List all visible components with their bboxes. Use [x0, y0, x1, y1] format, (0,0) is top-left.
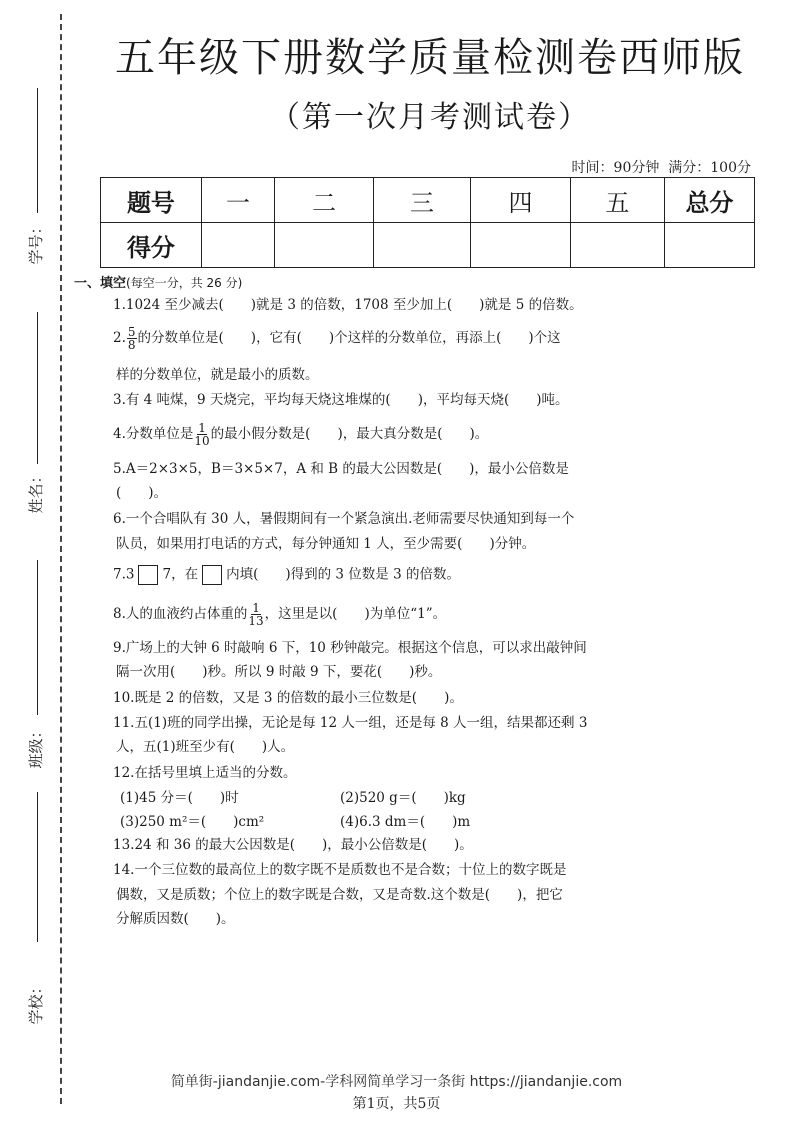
table-cell: 四	[471, 178, 571, 223]
score-table	[100, 177, 755, 268]
table-cell: 二	[275, 178, 374, 223]
score-table-header-row	[101, 178, 755, 223]
page-title: 五年级下册数学质量检测卷西师版	[115, 35, 745, 81]
page-subtitle: （第一次月考测试卷）	[270, 100, 590, 135]
question-text: 内填( )得到的 3 位数是 3 的倍数。	[226, 566, 460, 583]
question-text: 7.3	[113, 566, 135, 583]
question-7	[113, 565, 460, 585]
question-5-cont: ( )。	[116, 485, 168, 501]
table-cell: 题号	[101, 178, 202, 223]
question-text: 的最小假分数是( )，最大真分数是( )。	[210, 426, 489, 442]
full-score-label: 满分：100分	[668, 160, 751, 176]
question-2-cont: 样的分数单位，就是最小的质数。	[116, 367, 319, 383]
question-6: 6.一个合唱队有 30 人，暑假期间有一个紧急演出.老师需要尽快通知到每一个	[113, 511, 575, 527]
question-number: 2.	[113, 330, 126, 346]
score-table-score-row	[101, 223, 755, 268]
question-9: 9.广场上的大钟 6 时敲响 6 下，10 秒钟敲完。根据这个信息，可以求出敲钟间	[113, 640, 587, 656]
question-14-cont2: 分解质因数( )。	[116, 911, 235, 927]
score-input-cell[interactable]	[664, 223, 754, 268]
section-heading	[74, 272, 242, 291]
table-cell: 一	[201, 178, 274, 223]
student-id-line[interactable]	[37, 88, 38, 213]
blank-box[interactable]	[138, 565, 158, 585]
time-label: 时间：90分钟	[571, 160, 660, 176]
question-14: 14.一个三位数的最高位上的数字既不是质数也不是合数；十位上的数字既是	[113, 862, 567, 878]
name-label: 姓名：	[26, 468, 45, 514]
question-12-4: (4)6.3 dm＝( )m	[340, 814, 471, 830]
blank-box[interactable]	[202, 565, 222, 585]
score-input-cell[interactable]	[275, 223, 374, 268]
question-text: 的分数单位是( )，它有( )个这样的分数单位，再添上( )个这	[137, 330, 561, 346]
question-13: 13.24 和 36 的最大公因数是( )，最小公倍数是( )。	[113, 837, 473, 853]
score-input-cell[interactable]	[570, 223, 664, 268]
school-label: 学校：	[26, 979, 45, 1025]
table-cell: 得分	[101, 223, 202, 268]
question-text: 8.人的血液约占体重的	[113, 606, 248, 622]
question-text: 7，在	[162, 566, 199, 583]
name-line[interactable]	[37, 312, 38, 464]
watermark-text: 简单街-jiandanjie.com-学科网简单学习一条街 https://jiandanjie.com	[170, 1074, 623, 1090]
binding-dashed-line	[60, 14, 62, 1104]
question-8	[113, 602, 446, 627]
class-line[interactable]	[37, 560, 38, 715]
question-10: 10.既是 2 的倍数，又是 3 的倍数的最小三位数是( )。	[113, 690, 463, 706]
question-14-cont1: 偶数，又是质数；个位上的数字既是合数，又是奇数.这个数是( )，把它	[116, 887, 563, 903]
question-12-1: (1)45 分＝( )时	[120, 790, 239, 806]
student-id-label: 学号：	[26, 219, 45, 265]
question-2	[113, 326, 561, 351]
section-note: (每空一分，共 26 分)	[126, 276, 243, 290]
page-number: 第1页，共5页	[352, 1096, 441, 1112]
table-cell: 三	[374, 178, 471, 223]
exam-meta	[572, 157, 751, 177]
question-11: 11.五(1)班的同学出操，无论是每 12 人一组，还是每 8 人一组，结果都还剩 3	[113, 715, 588, 731]
question-1: 1.1024 至少减去( )就是 3 的倍数，1708 至少加上( )就是 5 的倍数。	[113, 297, 583, 313]
question-12-3: (3)250 m²＝( )cm²	[120, 814, 265, 830]
question-6-cont: 队员，如果用打电话的方式，每分钟通知 1 人，至少需要( )分钟。	[116, 536, 536, 552]
question-4	[113, 422, 488, 447]
question-12-2: (2)520 g＝( )kg	[340, 790, 466, 806]
question-11-cont: 人，五(1)班至少有( )人。	[116, 739, 295, 755]
question-5: 5.A＝2×3×5，B＝3×5×7，A 和 B 的最大公因数是( )，最小公倍数是	[113, 461, 569, 477]
score-input-cell[interactable]	[374, 223, 471, 268]
fraction: $\frac{1}{13}$	[248, 601, 264, 628]
section-title: 一、填空	[74, 276, 127, 291]
school-line[interactable]	[37, 792, 38, 942]
score-input-cell[interactable]	[201, 223, 274, 268]
score-input-cell[interactable]	[471, 223, 571, 268]
question-3: 3.有 4 吨煤，9 天烧完，平均每天烧这堆煤的( )，平均每天烧( )吨。	[113, 392, 569, 408]
question-9-cont: 隔一次用( )秒。所以 9 时敲 9 下，要花( )秒。	[116, 664, 442, 680]
class-label: 班级：	[26, 723, 45, 769]
fraction: $\frac{5}{8}$	[127, 325, 136, 352]
table-cell: 总分	[664, 178, 754, 223]
question-12: 12.在括号里填上适当的分数。	[113, 765, 297, 781]
question-text: 4.分数单位是	[113, 426, 194, 442]
table-cell: 五	[570, 178, 664, 223]
fraction: $\frac{1}{10}$	[194, 421, 210, 448]
question-text: ，这里是以( )为单位“1”。	[264, 606, 447, 622]
